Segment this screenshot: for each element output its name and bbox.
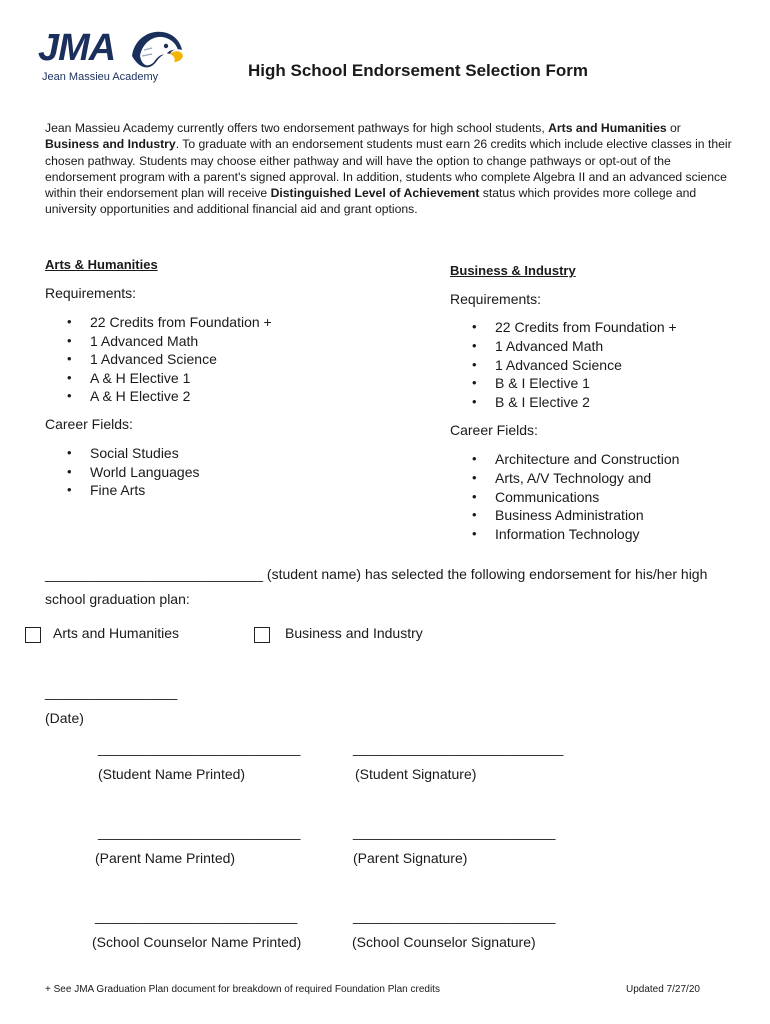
arts-career-label: Career Fields:	[45, 416, 133, 432]
counselor-name-label: (School Counselor Name Printed)	[92, 934, 302, 950]
counselor-signature-line[interactable]: __________________________	[353, 908, 556, 924]
parent-name-label: (Parent Name Printed)	[95, 850, 236, 866]
intro-bold-business: Business and Industry	[45, 137, 176, 152]
page-title: High School Endorsement Selection Form	[248, 61, 589, 80]
business-requirements-list	[450, 318, 677, 412]
footer-updated-date: Updated 7/27/20	[626, 984, 700, 995]
intro-text-4: status which provides more college and university opportunities and additional financial aid and grant options.	[45, 186, 697, 217]
list-item: • World Languages	[45, 463, 199, 482]
list-item: • 22 Credits from Foundation +	[450, 318, 677, 337]
intro-paragraph	[45, 120, 737, 218]
list-item: • 1 Advanced Science	[45, 350, 272, 369]
student-name-statement: ____________________________ (student name) has selected the following endorsement for his/her high	[45, 566, 708, 582]
student-signature-label: (Student Signature)	[355, 766, 477, 782]
list-item: • A & H Elective 1	[45, 369, 272, 388]
intro-text-3: . To graduate with an endorsement students must earn 26 credits which include elective classes in their chosen pathway. Students may choose either pathway and will have the option to change pathways or opt-out of the endorsement program with a parent's signed approval. In addition, students who complete Algebra II and an advanced science within their endorsement plan will receive	[45, 137, 732, 201]
counselor-name-line[interactable]: __________________________	[95, 908, 298, 924]
parent-signature-line[interactable]: __________________________	[353, 824, 556, 840]
arts-heading: Arts & Humanities	[45, 257, 158, 272]
business-requirements-label: Requirements:	[450, 291, 542, 307]
arts-requirements-label: Requirements:	[45, 285, 137, 301]
student-name-line[interactable]: __________________________	[98, 740, 301, 756]
list-item: • 22 Credits from Foundation +	[45, 313, 272, 332]
business-career-label: Career Fields:	[450, 422, 538, 438]
parent-signature-label: (Parent Signature)	[353, 850, 468, 866]
business-heading: Business & Industry	[450, 263, 576, 278]
list-item: • Architecture and Construction	[450, 450, 679, 469]
counselor-signature-label: (School Counselor Signature)	[352, 934, 536, 950]
list-item: • 1 Advanced Math	[45, 332, 272, 351]
list-item: • 1 Advanced Science	[450, 356, 677, 375]
statement-continued: school graduation plan:	[45, 591, 190, 607]
arts-humanities-checkbox[interactable]	[25, 627, 41, 643]
list-item: • B & I Elective 1	[450, 374, 677, 393]
parent-name-line[interactable]: __________________________	[98, 824, 301, 840]
business-industry-option-label: Business and Industry	[285, 625, 423, 641]
list-item: • Arts, A/V Technology and	[450, 469, 679, 488]
list-item: • Communications	[450, 488, 679, 507]
date-label: (Date)	[45, 710, 84, 726]
arts-humanities-option-label: Arts and Humanities	[53, 625, 180, 641]
arts-requirements-list	[45, 313, 272, 406]
logo-wordmark: JMA	[38, 27, 116, 69]
business-career-list	[450, 450, 679, 544]
list-item: • B & I Elective 2	[450, 393, 677, 412]
list-item: • 1 Advanced Math	[450, 337, 677, 356]
date-line[interactable]: _________________	[45, 684, 178, 700]
logo-subtitle: Jean Massieu Academy	[42, 71, 159, 83]
list-item: • Social Studies	[45, 444, 199, 463]
business-industry-checkbox[interactable]	[254, 627, 270, 643]
list-item: • Fine Arts	[45, 481, 199, 500]
footer-note: + See JMA Graduation Plan document for breakdown of required Foundation Plan credits	[45, 984, 440, 995]
intro-bold-arts: Arts and Humanities	[548, 121, 667, 135]
list-item: • Information Technology	[450, 525, 679, 544]
intro-text-1: Jean Massieu Academy currently offers two endorsement pathways for high school students,	[45, 121, 549, 135]
student-signature-line[interactable]: ___________________________	[353, 740, 564, 756]
list-item: • Business Administration	[450, 506, 679, 525]
student-name-label: (Student Name Printed)	[98, 766, 246, 782]
arts-career-list	[45, 444, 199, 500]
intro-text-2: or	[666, 121, 681, 135]
intro-bold-distinguished: Distinguished Level of Achievement	[270, 186, 480, 201]
list-item: • A & H Elective 2	[45, 387, 272, 406]
school-logo	[38, 26, 183, 88]
